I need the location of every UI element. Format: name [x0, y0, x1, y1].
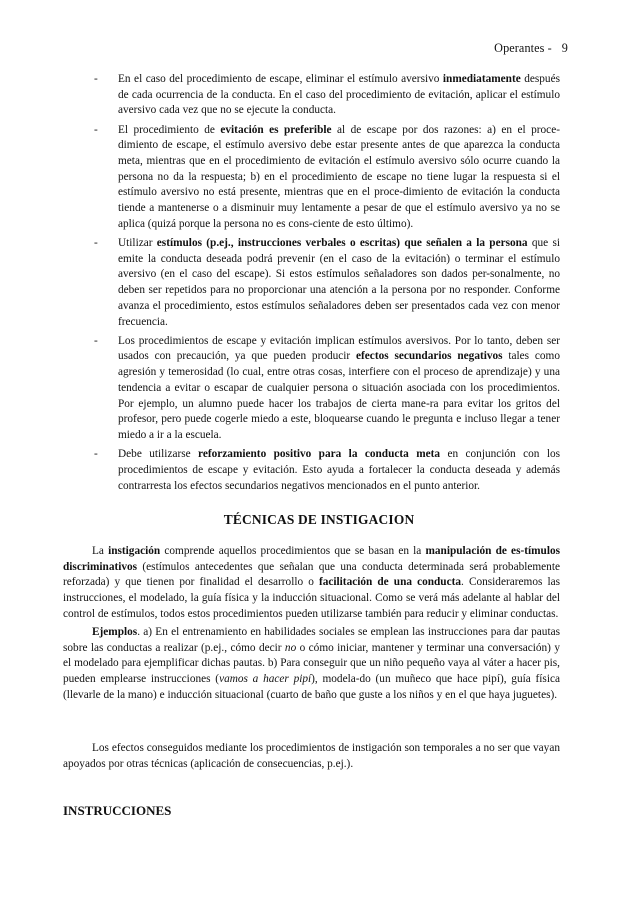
list-item: [94, 447, 560, 494]
bold-text: Ejemplos: [92, 626, 138, 638]
italic-text: no: [284, 641, 297, 654]
text-run: (estímulos antecedentes que señalan que una conducta determinada será probablemente reforzada) y que tienen por finalidad el desarrollo o: [63, 560, 560, 589]
effects-paragraph: [63, 741, 560, 772]
list-item: [94, 123, 560, 233]
text-run: El procedimiento de: [118, 123, 221, 136]
text-run: o cómo iniciar, mantener y terminar una conversación) y el modelado para ejemplificar dichas pautas. b) Para conseguir que un niño pequeño vaya al váter a hacer pis, pueden emplearse instrucciones (: [63, 641, 560, 686]
list-item: [94, 334, 560, 444]
list-item-text: [118, 73, 560, 116]
text-run: Debe utilizarse: [118, 448, 199, 461]
text-run: Los efectos conseguidos mediante los procedimientos de instigación son temporales a no ser que vayan apoyados por otras técnicas (aplicación de consecuencias, p.ej.).: [63, 742, 560, 770]
paragraph-text: [63, 625, 560, 704]
bullet-dash: -: [94, 448, 98, 461]
text-run: ), modela-do (un muñeco que hace pipí), guía física (llevarle de la mano) e inducción situacional (cuarto de baño que guste a los niños y en el que haya juguetes).: [63, 673, 560, 701]
list-item-text: [118, 124, 560, 230]
bold-text: manipulación de es-tímulos discriminativos: [63, 545, 561, 573]
subsection-title: INSTRUCCIONES: [63, 803, 172, 818]
intro-paragraph: [63, 544, 560, 623]
text-run: . Consideraremos las instrucciones, el modelado, la guía física y la inducción situacional. Como se verá más adelante al hablar del control de estímulos, todos estos procedimientos pueden utilizarse también para reducir y eliminar conductas.: [63, 576, 560, 620]
list-item-text: [118, 448, 560, 491]
bullet-dash: -: [94, 334, 98, 347]
text-run: Utilizar: [118, 237, 157, 250]
bold-text: inmediatamente: [442, 73, 521, 85]
list-item: [94, 236, 560, 330]
bold-text: instigación: [108, 545, 161, 557]
list-item-text: [118, 237, 560, 328]
examples-paragraph: [63, 625, 560, 704]
list-item: [94, 72, 560, 119]
list-item-text: [118, 335, 560, 441]
text-run: tales como agresión y temerosidad (lo cual, entre otras cosas, interfiere con el proceso de aprendizaje) y una tendencia a evitar o escapar de cualquier persona o situación asociada con los procedimientos. Por ejemplo, un alumno puede hacer los trabajos de cierta mane-ra para evitar los gritos del profesor, pero puede cogerle miedo a este, bloquearse cuando le pregunta e incluso llegar a tener miedo a ir a la escuela.: [118, 350, 560, 441]
guidelines-list: [94, 72, 560, 498]
text-run: Los procedimientos de escape y evitación implican estímulos aversivos. Por lo tanto, deben ser usados con precaución, ya que pueden producir: [118, 334, 560, 363]
bold-text: evitación es preferible: [220, 123, 332, 136]
bold-text: reforzamiento positivo para la conducta meta: [198, 448, 441, 461]
running-head: Operantes -: [494, 41, 552, 55]
bullet-dash: -: [94, 237, 98, 250]
paragraph-text: [63, 741, 560, 772]
text-run: que si emite la conducta deseada podrá prevenir (en el caso de la evitación) o terminar el estímulo aversivo (en el caso del escape). Si estos estímulos señaladores son dados per-sonalmente, no deben ser repetidos para no proporcionar una atención a la persona por no responder. Conforme avanza el procedimiento, estos estímulos señaladores deben ser presentados cada vez con menor frecuencia.: [118, 237, 561, 328]
bold-text: estímulos (p.ej., instrucciones verbales o escritas) que señalen a la persona: [156, 237, 528, 250]
italic-text: vamos a hacer pipí: [219, 673, 312, 686]
page-header: [494, 41, 568, 56]
bold-text: facilitación de una conducta: [318, 576, 462, 589]
text-run: comprende aquellos procedimientos que se basan en la: [160, 545, 426, 557]
paragraph-text: [63, 544, 560, 623]
text-run: después de cada ocurrencia de la conducta. En el caso del procedimiento de evitación, aplicar el estímulo aversivo cada vez que no se ejecute la conducta.: [118, 73, 560, 117]
bold-text: efectos secundarios negativos: [356, 350, 503, 363]
text-run: La: [92, 545, 109, 557]
bullet-dash: -: [94, 73, 98, 85]
text-run: al de escape por dos razones: a) en el proce-dimiento de escape, el estímulo aversivo debe estar presente antes de que aparezca la conducta meta, mientras que en el procedimiento de evitación el estímulo aversivo sólo ocurre cuando la persona no da la respuesta; b) en el procedimiento de escape no tiene lugar la respuesta si el estímulo aversivo no está presente, mientras que en el proce-dimiento de evitación la conducta tiende a mantenerse o a disminuir muy lentamente a pesar de que el estímulo aversivo ya no se aplica (quizá porque la persona no es cons-ciente de esto último).: [118, 123, 560, 230]
text-run: en conjunción con los procedimientos de escape y evitación. Esto ayuda a fortalecer la conducta deseada y además contrarresta los efectos secundarios negativos mencionados en el punto anterior.: [118, 448, 561, 492]
section-title: TÉCNICAS DE INSTIGACION: [223, 512, 415, 527]
page-number: 9: [561, 41, 568, 55]
text-run: En el caso del procedimiento de escape, eliminar el estímulo aversivo: [118, 73, 443, 85]
bullet-dash: -: [94, 123, 98, 136]
text-run: . a) En el entrenamiento en habilidades sociales se emplean las instrucciones para dar pautas sobre las conductas a realizar (p.ej., cómo decir: [63, 626, 560, 654]
